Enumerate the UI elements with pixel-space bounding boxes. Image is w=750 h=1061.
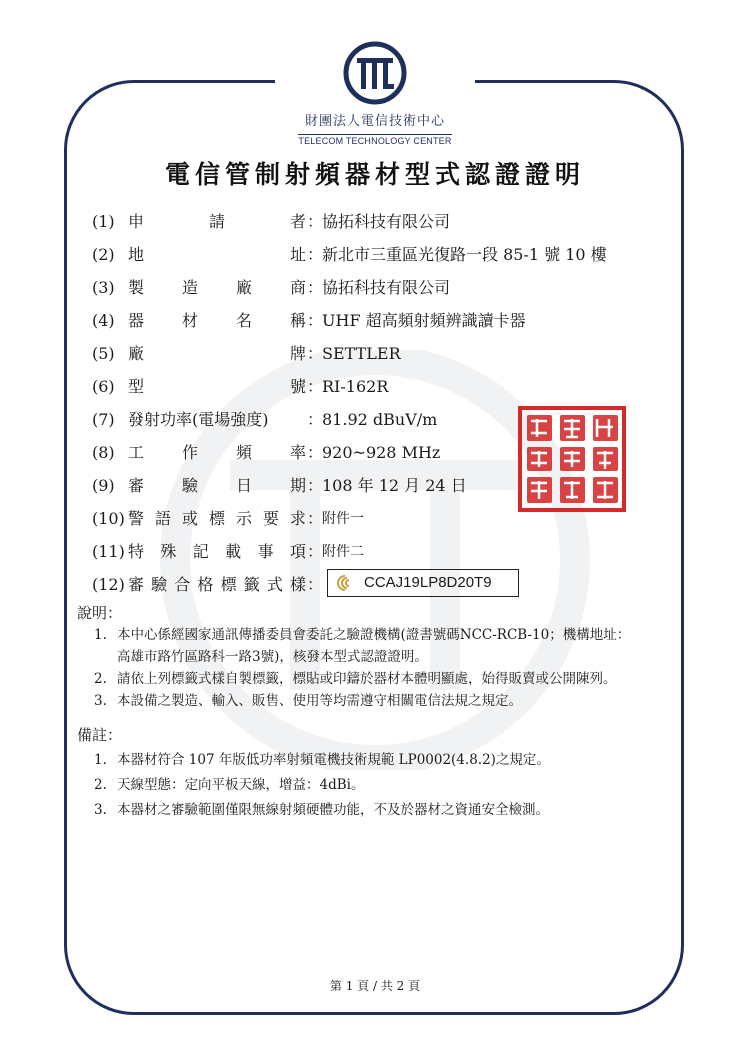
remark-item	[77, 798, 677, 823]
field-label-char: 廠	[128, 344, 145, 363]
field-label-char: 特	[128, 542, 145, 561]
certificate-title: 電信管制射頻器材型式認證證明	[164, 160, 585, 189]
remark-text: 本器材之審驗範圍僅限無線射頻硬體功能，不及於器材之資通安全檢測。	[117, 802, 549, 818]
field-value: 附件一	[322, 511, 364, 527]
field-label-char: 殊	[160, 542, 177, 561]
field-row	[92, 241, 652, 274]
field-label-char: 審	[128, 476, 145, 495]
remark-text: 本器材符合 107 年版低功率射頻電機技術規範 LP0002(4.8.2)之規定。	[117, 752, 550, 768]
field-colon: ：	[307, 443, 324, 462]
field-label	[128, 375, 306, 399]
field-label-char: 製	[128, 278, 145, 297]
field-label	[128, 342, 306, 366]
field-label-char: 地	[128, 245, 145, 264]
explanation-line: 本中心係經國家通訊傳播委員會委託之驗證機構(證書號碼NCC-RCB-10；機構地址：	[117, 627, 631, 643]
org-name-en: TELECOM TECHNOLOGY CENTER	[298, 136, 452, 146]
field-label-char: 標	[208, 509, 225, 528]
field-label-char: 載	[225, 542, 242, 561]
field-value: RI-162R	[322, 377, 389, 396]
field-label-char: 址	[289, 245, 306, 264]
field-label-char: 語	[154, 509, 171, 528]
remark-number: 1.	[94, 752, 107, 768]
field-label-char: 事	[257, 542, 274, 561]
field-label	[128, 507, 306, 531]
field-label-char: 名	[235, 311, 252, 330]
field-value: UHF 超高頻射頻辨識讀卡器	[322, 311, 526, 330]
field-row	[92, 274, 652, 307]
field-label-char: 警	[128, 509, 145, 528]
field-label-char: 材	[181, 311, 198, 330]
explanation-item	[77, 624, 677, 668]
field-label	[128, 276, 306, 300]
field-number: (1)	[92, 212, 115, 231]
ncc-mark-icon	[336, 574, 354, 592]
field-value: 81.92 dBuV/m	[322, 410, 438, 429]
field-number: (7)	[92, 410, 115, 429]
field-colon: ：	[307, 377, 324, 396]
field-label-char: 合	[174, 575, 191, 594]
field-number: (6)	[92, 377, 115, 396]
official-seal-icon	[517, 405, 627, 513]
field-colon: ：	[307, 212, 324, 231]
remark-number: 2.	[94, 777, 107, 793]
field-colon: ：	[307, 476, 324, 495]
field-label	[128, 243, 306, 267]
explanation-heading: 說明：	[77, 604, 123, 622]
ncc-code: CCAJ19LP8D20T9	[364, 574, 492, 591]
explanation-item	[77, 668, 677, 690]
field-number: (2)	[92, 245, 115, 264]
remarks-heading: 備註：	[77, 726, 123, 744]
field-value: 附件二	[322, 544, 364, 560]
field-label-char: 審	[128, 575, 145, 594]
field-label-char: 廠	[235, 278, 252, 297]
field-label-char: 要	[262, 509, 279, 528]
org-logo	[275, 40, 475, 148]
field-label-char: 者	[289, 212, 306, 231]
field-row	[92, 373, 652, 406]
explanation-number: 3.	[94, 693, 107, 709]
field-number: (8)	[92, 443, 115, 462]
remark-text: 天線型態：定向平板天線，增益：4dBi。	[117, 777, 365, 793]
explanation-line: 高雄市路竹區路科一路3號)，核發本型式認證證明。	[117, 649, 428, 665]
field-label-char: 項	[289, 542, 306, 561]
explanation-section	[77, 602, 677, 712]
field-row	[92, 208, 652, 241]
field-colon: ：	[307, 575, 324, 594]
field-number: (10)	[92, 509, 125, 528]
field-label	[128, 408, 306, 432]
field-label-char: 號	[289, 377, 306, 396]
field-label-char: 造	[181, 278, 198, 297]
field-label-char: 驗	[181, 476, 198, 495]
field-value: 協拓科技有限公司	[322, 212, 451, 231]
field-number: (12)	[92, 575, 125, 594]
page-number: 第 1 頁 / 共 2 頁	[329, 979, 421, 993]
field-colon: ：	[307, 278, 324, 297]
field-colon: ：	[307, 311, 324, 330]
field-row	[92, 307, 652, 340]
field-label-char: 格	[197, 575, 214, 594]
field-label-char: 作	[181, 443, 198, 462]
field-label-char: 示	[235, 509, 252, 528]
field-label-char: 樣	[289, 575, 306, 594]
explanation-list	[77, 624, 677, 712]
field-label-char: 器	[128, 311, 145, 330]
field-value: 新北市三重區光復路一段 85-1 號 10 樓	[322, 245, 607, 264]
explanation-line: 請依上列標籤式樣自製標籤，標貼或印鑄於器材本體明顯處，始得販賣或公開陳列。	[117, 671, 617, 687]
field-label-char: 日	[235, 476, 252, 495]
field-label-char: 工	[128, 443, 145, 462]
field-label-char: 請	[208, 212, 225, 231]
field-label-char: 或	[181, 509, 198, 528]
field-label-char: 籤	[243, 575, 260, 594]
explanation-number: 1.	[94, 627, 107, 643]
field-row	[92, 340, 652, 373]
field-row	[92, 538, 652, 571]
field-number: (9)	[92, 476, 115, 495]
field-colon: ：	[307, 245, 324, 264]
field-number: (11)	[92, 542, 125, 561]
field-colon: ：	[307, 509, 324, 528]
field-label-char: 率	[289, 443, 306, 462]
remark-item	[77, 773, 677, 798]
field-number: (5)	[92, 344, 115, 363]
remark-item	[77, 748, 677, 773]
field-value: 108 年 12 月 24 日	[322, 476, 467, 495]
field-label-char: 驗	[151, 575, 168, 594]
field-label-char: 發射功率(電場強度)	[128, 410, 269, 429]
field-label	[128, 441, 306, 465]
field-row	[92, 571, 652, 604]
field-label	[128, 309, 306, 333]
field-label-char: 標	[220, 575, 237, 594]
field-colon: ：	[307, 542, 324, 561]
field-colon: ：	[307, 344, 324, 363]
field-label-char: 牌	[289, 344, 306, 363]
field-label-char: 式	[266, 575, 283, 594]
field-value: 920~928 MHz	[322, 443, 441, 462]
field-value: SETTLER	[322, 344, 401, 363]
remark-number: 3.	[94, 802, 107, 818]
field-label-char: 求	[289, 509, 306, 528]
field-label-char: 型	[128, 377, 145, 396]
field-label	[128, 474, 306, 498]
field-label-char: 申	[128, 212, 145, 231]
field-label-char: 期	[289, 476, 306, 495]
explanation-item	[77, 690, 677, 712]
field-label	[128, 540, 306, 564]
ncc-label-sample	[327, 569, 519, 597]
explanation-line: 本設備之製造、輸入、販售、使用等均需遵守相關電信法規之規定。	[117, 693, 522, 709]
ttc-logo-icon	[342, 40, 408, 106]
field-number: (4)	[92, 311, 115, 330]
field-label-char: 記	[192, 542, 209, 561]
field-colon: ：	[307, 410, 324, 429]
field-number: (3)	[92, 278, 115, 297]
explanation-number: 2.	[94, 671, 107, 687]
remarks-section	[77, 723, 677, 823]
field-value: 協拓科技有限公司	[322, 278, 451, 297]
org-name-zh: 財團法人電信技術中心	[304, 114, 445, 129]
remarks-list	[77, 748, 677, 823]
field-label-char: 頻	[235, 443, 252, 462]
field-label	[128, 573, 306, 597]
field-label	[128, 210, 306, 234]
field-label-char: 稱	[289, 311, 306, 330]
field-label-char: 商	[289, 278, 306, 297]
